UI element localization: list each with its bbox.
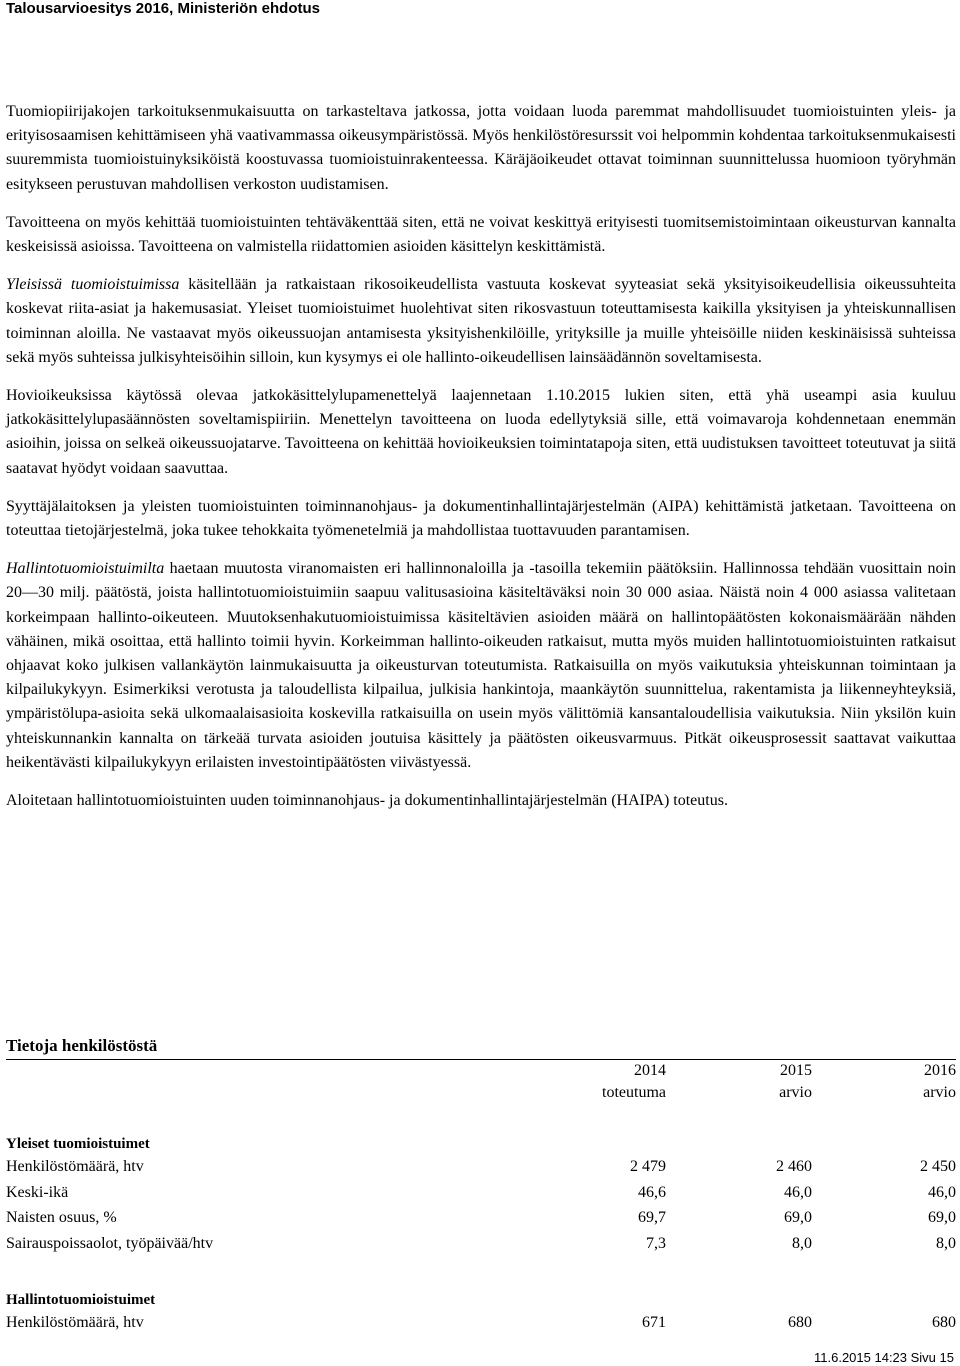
paragraph bbox=[6, 273, 956, 370]
row-label: Henkilöstömäärä, htv bbox=[6, 1158, 144, 1175]
table-title: Tietoja henkilöstöstä bbox=[6, 1036, 158, 1055]
column-kind: arvio bbox=[779, 1084, 812, 1101]
italic-term: Hallintotuomioistuimilta bbox=[6, 560, 165, 578]
column-year: 2015 bbox=[780, 1062, 812, 1079]
italic-term: Yleisissä tuomioistuimissa bbox=[6, 276, 180, 294]
column-year: 2014 bbox=[634, 1062, 666, 1079]
divider bbox=[6, 1059, 956, 1060]
row-label: Keski-ikä bbox=[6, 1183, 69, 1201]
cell-value: 46,0 bbox=[928, 1183, 956, 1201]
cell-value: 680 bbox=[788, 1314, 812, 1331]
row-label: Henkilöstömäärä, htv bbox=[6, 1314, 144, 1331]
column-kind: arvio bbox=[923, 1084, 956, 1101]
paragraph: Hovioikeuksissa käytössä olevaa jatkokäsittelylupamenettelyä laajennetaan 1.10.2015 lukien siten, että yhä useampi asia kuuluu jatkokäsittelylupasäännösten soveltamispiiriin. Menettelyn tavoitteena on luoda edellytyksiä sille, että voimavaroja kohdennetaan enemmän asioihin, joissa on selkeä oikeussuojatarve. Tavoitteena on kehittää hovioikeuksien toimintatapoja siten, että uudistuksen tavoitteet toteutuvat ja siitä saatavat hyödyt voidaan saavuttaa. bbox=[6, 387, 956, 477]
paragraph: Tavoitteena on myös kehittää tuomioistuinten tehtäväkenttää siten, että ne voivat keskittyä erityisesti tuomitsemistoimintaan oikeusturvan kannalta keskeisissä asioissa. Tavoitteena on valmistella riidattomien asioiden käsittelyn keskittämistä. bbox=[6, 213, 956, 256]
row-label: Naisten osuus, % bbox=[6, 1209, 117, 1226]
paragraph-text: haetaan muutosta viranomaisten eri hallinnonaloilla ja -tasoilla tekemiin päätöksiin. Hallinnossa tehdään vuosittain noin 20—30 milj. päätöstä, joista hallintotuomioistuimiin saapuu valitusasioina käsiteltäväksi noin 30 000 asiaa. Näistä noin 4 000 asiassa valitetaan korkeimpaan hallinto-oikeuteen. Muutoksenhakutuomioistuimissa käsiteltävien asioiden määrä on hallintopäätösten kokonaismäärään nähden vähäinen, mikä osoittaa, että hallinto toimii hyvin. Korkeimman hallinto-oikeuden ratkaisut, mutta myös muiden hallintotuomioistuinten ratkaisut ohjaavat koko julkisen vallankäytön lainmukaisuutta ja oikeusturvan toteutumista. Ratkaisuilla on myös vaikutuksia yhteiskunnan toimintaan ja kilpailukykyyn. Esimerkiksi verotusta ja taloudellista kilpailua, julkisia hankintoja, maankäytön suunnittelua, rakentamista ja liikenneyhteyksiä, ympäristölupa-asioita sekä ulkomaalaisasioita koskevilla ratkaisuilla on usein myös välittömiä kansantaloudellisia vaikutuksia. Niin yksilön kuin yhteiskunnankin kannalta on tärkeää turvata asioiden joutuisa käsittely ja päätösten oikeusvarmuus. Pitkät oikeusprosessit saattavat vaikuttaa heikentävästi kilpailukykyyn erilaisten investointipäätösten viivästyessä. bbox=[6, 560, 956, 771]
column-year: 2016 bbox=[924, 1062, 956, 1079]
cell-value: 69,7 bbox=[638, 1209, 666, 1226]
column-header bbox=[692, 1060, 812, 1104]
cell-value: 2 450 bbox=[920, 1158, 956, 1175]
page-footer: 11.6.2015 14:23 Sivu 15 bbox=[814, 1350, 954, 1365]
column-header bbox=[546, 1060, 666, 1104]
table-row bbox=[6, 1231, 956, 1257]
column-header bbox=[836, 1060, 956, 1104]
cell-value: 69,0 bbox=[928, 1209, 956, 1226]
table-row bbox=[6, 1205, 956, 1231]
cell-value: 46,6 bbox=[638, 1183, 666, 1201]
cell-value: 8,0 bbox=[936, 1234, 956, 1252]
document-body bbox=[6, 100, 956, 827]
document-header: Talousarvioesitys 2016, Ministeriön ehdotus bbox=[6, 0, 320, 17]
table-group-title: Yleiset tuomioistuimet bbox=[6, 1136, 150, 1152]
cell-value: 7,3 bbox=[646, 1234, 666, 1252]
cell-value: 680 bbox=[932, 1314, 956, 1331]
paragraph: Syyttäjälaitoksen ja yleisten tuomioistuinten toiminnanohjaus- ja dokumentinhallintajärjestelmän (AIPA) kehittämistä jatketaan. Tavoitteena on toteuttaa tietojärjestelmä, joka tukee tehokkaita työmenetelmiä ja mahdollistaa tuottavuuden parantamisen. bbox=[6, 497, 956, 540]
table-row bbox=[6, 1154, 956, 1180]
paragraph-text: käsitellään ja ratkaistaan rikosoikeudellista vastuuta koskevat syyteasiat sekä yksityisoikeudellisia oikeussuhteita koskevat riita-asiat ja hakemusasiat. Yleiset tuomioistuimet huolehtivat siten rikosvastuun toteuttamisesta kaikilla yksityisen ja yhteiskunnallisen toiminnan aloilla. Ne vastaavat myös oikeussuojan antamisesta yksityishenkilöille, yrityksille ja muille yhteisöille niiden keskinäisissä suhteissa sekä myös suhteissa julkisyhteisöihin silloin, kun kysymys ei ole hallinto-oikeudellisen lainsäädännön soveltamisesta. bbox=[6, 276, 956, 366]
paragraph bbox=[6, 557, 956, 775]
cell-value: 8,0 bbox=[792, 1234, 812, 1252]
row-label: Sairauspoissaolot, työpäivää/htv bbox=[6, 1234, 214, 1252]
paragraph: Tuomiopiirijakojen tarkoituksenmukaisuutta on tarkasteltava jatkossa, jotta voidaan luoda paremmat mahdollisuudet tuomioistuinten yleis- ja erityisosaamisen kehittämiseen yhä vaativammassa oikeusympäristössä. Myös henkilöstöresurssit voi helpommin kohdentaa tarkoituksenmukaisesti suuremmista tuomioistuinyksiköistä koostuvassa tuomioistuinrakenteessa. Käräjäoikeudet ottavat toiminnan suunnittelussa huomioon työryhmän esitykseen perustuvan mahdollisen verkoston uudistamisen. bbox=[6, 103, 956, 193]
table-row bbox=[6, 1180, 956, 1206]
cell-value: 2 460 bbox=[776, 1158, 812, 1175]
staff-table bbox=[6, 1134, 956, 1336]
paragraph: Aloitetaan hallintotuomioistuinten uuden toiminnanohjaus- ja dokumentinhallintajärjestelmän (HAIPA) toteutus. bbox=[6, 792, 728, 810]
table-row bbox=[6, 1310, 956, 1336]
cell-value: 69,0 bbox=[784, 1209, 812, 1226]
table-group-title: Hallintotuomioistuimet bbox=[6, 1292, 156, 1308]
cell-value: 46,0 bbox=[784, 1183, 812, 1201]
cell-value: 2 479 bbox=[630, 1158, 666, 1175]
column-kind: toteutuma bbox=[602, 1084, 666, 1101]
cell-value: 671 bbox=[642, 1314, 666, 1331]
